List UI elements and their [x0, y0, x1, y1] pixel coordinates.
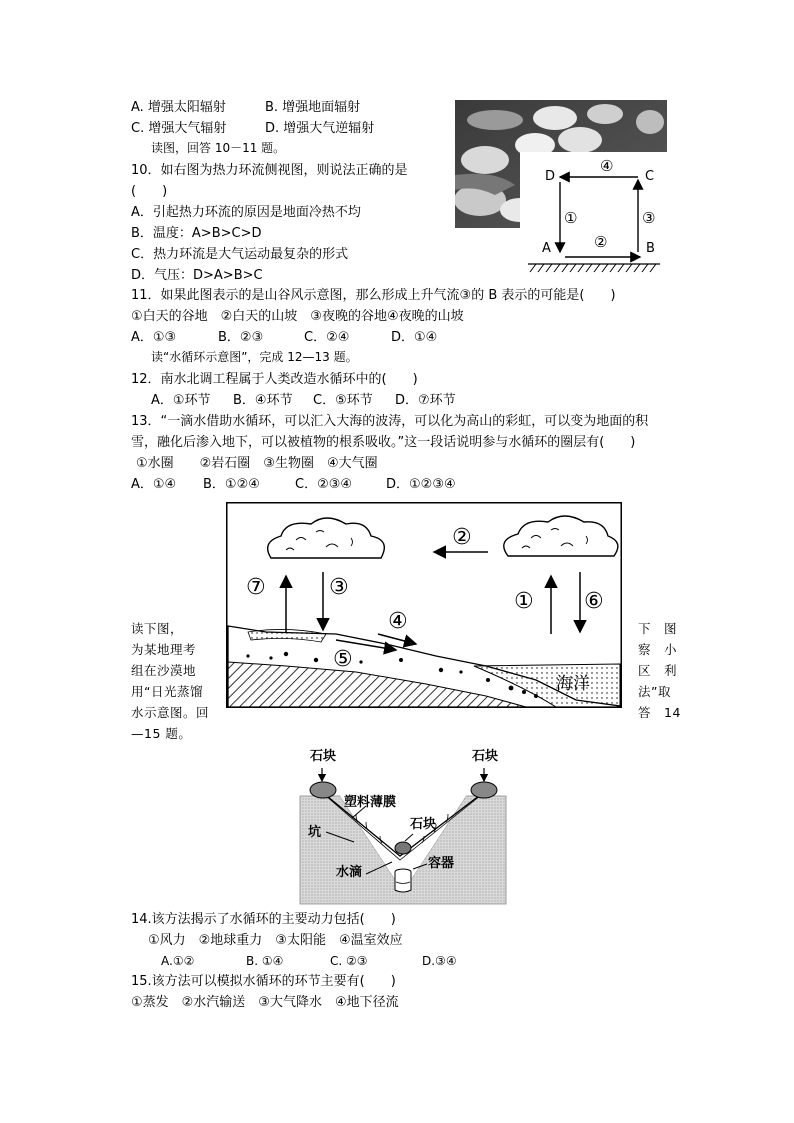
q11-option-b: B．②③ — [218, 330, 264, 345]
intro-12-13: 读“水循环示意图”，完成 12—13 题。 — [151, 350, 358, 364]
arrow-label-2b: ② — [452, 525, 472, 550]
q14-choices: ①风力 ②地球重力 ③太阳能 ④温室效应 — [148, 933, 403, 948]
q9-option-d: D. 增强大气逆辐射 — [265, 121, 375, 136]
q13-choices: ①水圈 ②岩石圈 ③生物圈 ④大气圈 — [136, 456, 378, 471]
q13-option-b: B．①②④ — [203, 477, 260, 492]
ocean-label: 海洋 — [556, 674, 590, 694]
q10-option-b: B．温度：A>B>C>D — [131, 226, 262, 241]
q13-line-1: 13．“一滴水借助水循环，可以汇入大海的波涛，可以化为高山的彩虹，可以变为地面的积 — [131, 414, 649, 429]
q11-option-d: D．①④ — [391, 330, 438, 345]
arrow-label-7: ⑦ — [246, 575, 266, 600]
stone-right-label: 石块 — [472, 749, 499, 764]
q9-option-b: B. 增强地面辐射 — [265, 100, 361, 115]
heat-circulation-diagram — [520, 152, 668, 274]
drops-label: 水滴 — [336, 865, 363, 880]
arrow-label-4: ④ — [600, 157, 614, 175]
q10-option-d: D．气压：D>A>B>C — [131, 268, 263, 283]
q14-option-a: A.①② — [161, 954, 195, 968]
q10-option-c: C．热力环流是大气运动最复杂的形式 — [131, 247, 349, 262]
q11-choices: ①白天的谷地 ②白天的山坡 ③夜晚的谷地④夜晚的山坡 — [131, 309, 464, 324]
q15-choices: ①蒸发 ②水汽输送 ③大气降水 ④地下径流 — [131, 995, 399, 1010]
q14-option-d: D.③④ — [422, 954, 457, 968]
water-cycle-diagram — [226, 502, 622, 708]
q12-stem: 12．南水北调工程属于人类改造水循环中的( ) — [131, 372, 418, 387]
arrow-label-1b: ① — [514, 589, 534, 614]
solar-still-diagram — [296, 744, 510, 906]
q13-option-d: D．①②③④ — [386, 477, 456, 492]
q12-option-d: D．⑦环节 — [395, 393, 456, 408]
q14-stem: 14.该方法揭示了水循环的主要动力包括( ) — [131, 912, 396, 927]
q13-option-a: A．①④ — [131, 477, 177, 492]
q10-stem: 10．如右图为热力环流侧视图，则说法正确的是 — [131, 163, 408, 178]
arrow-label-4b: ④ — [388, 609, 408, 634]
film-label: 塑料薄膜 — [344, 795, 397, 810]
arrow-label-2: ② — [594, 233, 608, 251]
intro-14-15-right: 下 图 察 小 区 利 法”取 答 14 — [638, 621, 681, 720]
container-label: 容器 — [428, 856, 455, 871]
q14-option-c: C. ②③ — [330, 954, 368, 968]
q12-option-b: B．④环节 — [233, 393, 293, 408]
q9-option-a: A. 增强太阳辐射 — [131, 100, 226, 115]
arrow-label-5: ⑤ — [333, 647, 353, 672]
q12-option-a: A．①环节 — [151, 393, 211, 408]
q12-option-c: C．⑤环节 — [313, 393, 373, 408]
arrow-label-3: ③ — [642, 209, 656, 227]
q15-stem: 15.该方法可以模拟水循环的环节主要有( ) — [131, 974, 396, 989]
label-b: B — [646, 241, 655, 256]
stone-center-label: 石块 — [410, 817, 437, 832]
q9-option-c: C. 增强大气辐射 — [131, 121, 227, 136]
label-d: D — [545, 169, 556, 184]
q11-stem: 11．如果此图表示的是山谷风示意图，那么形成上升气流③的 B 表示的可能是( ) — [131, 288, 616, 303]
intro-14-15-left: 读下图， 为某地理考 组在沙漠地 用“日光蒸馏 水示意图。回 —15 题。 — [131, 621, 210, 741]
arrow-label-3b: ③ — [329, 575, 349, 600]
arrow-label-6: ⑥ — [584, 589, 604, 614]
q11-option-c: C．②④ — [304, 330, 350, 345]
q14-option-b: B. ①④ — [246, 954, 284, 968]
label-a: A — [542, 241, 551, 256]
q10-option-a: A．引起热力环流的原因是地面冷热不均 — [131, 205, 361, 220]
arrow-label-1: ① — [564, 209, 578, 227]
q10-paren: ( ) — [131, 184, 168, 199]
q13-option-c: C．②③④ — [295, 477, 353, 492]
pit-label: 坑 — [308, 825, 322, 840]
stone-left-label: 石块 — [310, 749, 337, 764]
intro-10-11: 读图，回答 10－11 题。 — [151, 141, 286, 155]
q11-option-a: A．①③ — [131, 330, 177, 345]
label-c: C — [645, 169, 655, 184]
q13-line-2: 雪，融化后渗入地下，可以被植物的根系吸收。”这一段话说明参与水循环的圈层有( ) — [131, 435, 636, 450]
